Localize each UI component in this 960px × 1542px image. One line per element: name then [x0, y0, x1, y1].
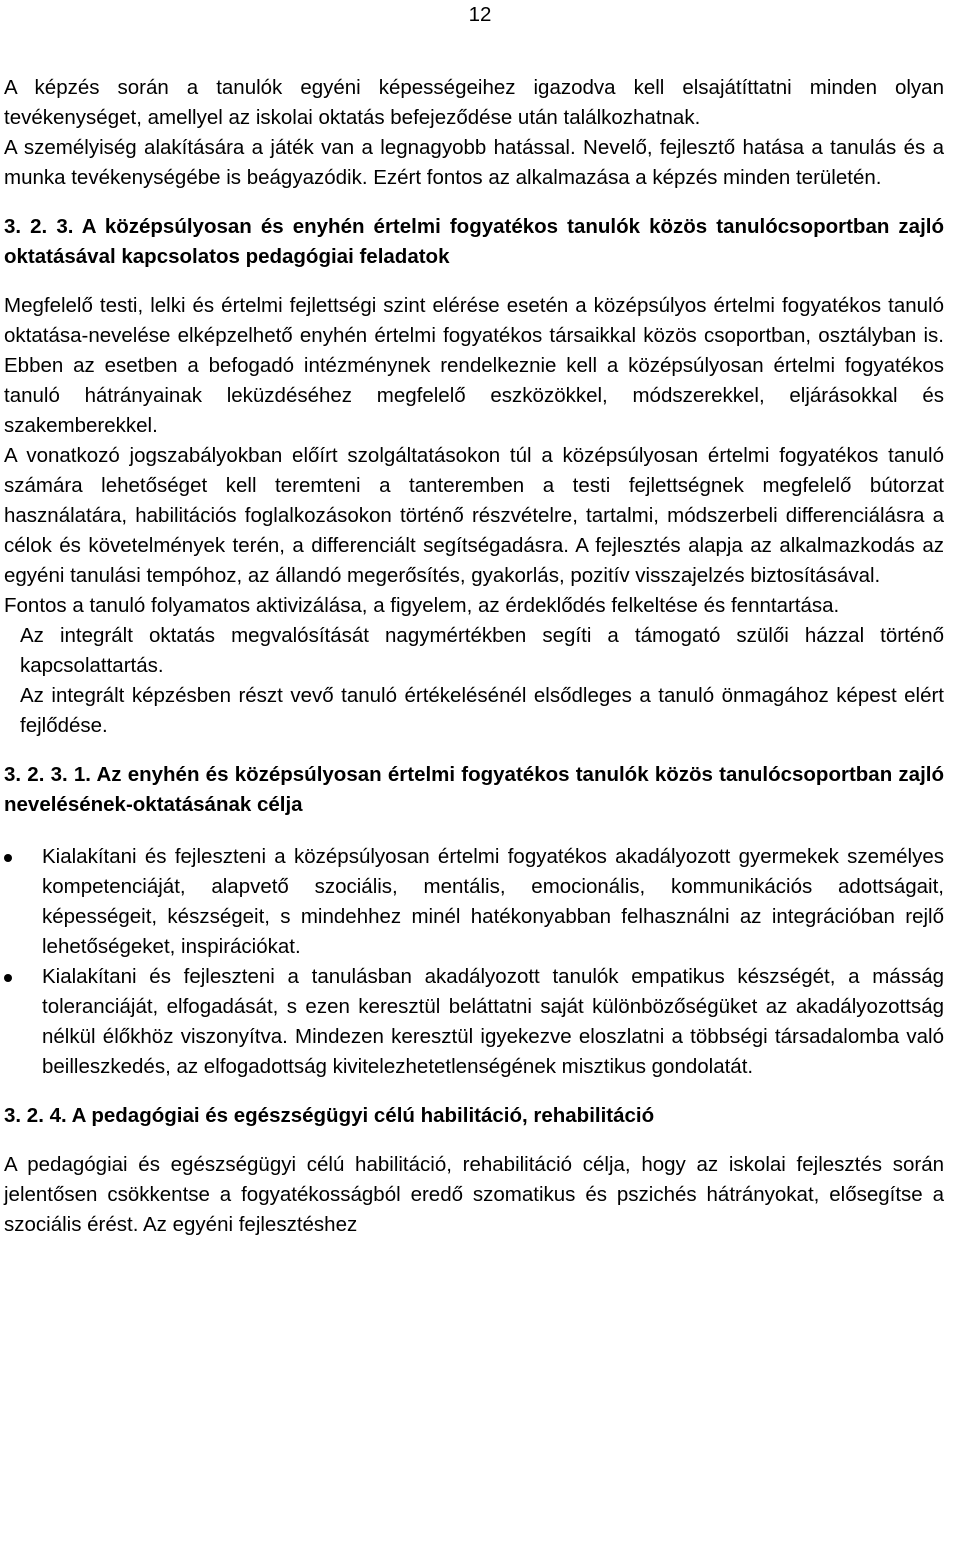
goals-list [4, 842, 944, 1082]
section-324-paragraph-1: A pedagógiai és egészségügyi célú habilitáció, rehabilitáció célja, hogy az iskolai fejlesztés során jelentősen csökkentse a fogyatékosságból eredő szomatikus és pszichés hátrányokat, elősegítse a szociális érést. Az egyéni fejlesztéshez [4, 1153, 944, 1236]
section-323-paragraph-2: A vonatkozó jogszabályokban előírt szolgáltatásokon túl a középsúlyosan értelmi fogyatékos tanuló számára lehetőséget kell teremteni a tanteremben a testi fejlettségnek megfelelő bútorzat használatára, habilitációs foglalkozásokon történő részvételre, tartalmi, módszerbeli differenciálásra a célok és követelmények terén, a differenciált segítségadásra. A fejlesztés alapja az alkalmazkodás az egyéni tanulási tempóhoz, az állandó megerősítés, gyakorlás, pozitív visszajelzés biztosításával. [4, 444, 944, 587]
section-323-heading: 3. 2. 3. A középsúlyosan és enyhén értelmi fogyatékos tanulók közös tanulócsoportban zajló oktatásával kapcsolatos pedagógiai feladatok [4, 215, 944, 268]
list-item-text: Kialakítani és fejleszteni a középsúlyosan értelmi fogyatékos akadályozott gyermekek személyes kompetenciáját, alapvető szociális, mentális, emocionális, kommunikációs adottságait, képességeit, készségeit, s mindehhez minél hatékonyabban felhasználni az integrációban rejlő lehetőségeket, inspirációkat. [42, 845, 944, 958]
list-item [4, 962, 944, 1082]
section-323-paragraph-4: Az integrált oktatás megvalósítását nagymértékben segíti a támogató szülői házzal történő kapcsolattartás. [20, 624, 944, 677]
bullet-icon [4, 854, 12, 862]
section-3231-heading: 3. 2. 3. 1. Az enyhén és középsúlyosan értelmi fogyatékos tanulók közös tanulócsoportban zajló nevelésének-oktatásának célja [4, 763, 944, 816]
section-324-heading: 3. 2. 4. A pedagógiai és egészségügyi célú habilitáció, rehabilitáció [4, 1104, 655, 1127]
section-323-paragraph-1: Megfelelő testi, lelki és értelmi fejlettségi szint elérése esetén a középsúlyos értelmi fogyatékos tanuló oktatása-nevelése elképzelhető enyhén értelmi fogyatékos társaikkal közös csoportban, osztályban is. Ebben az esetben a befogadó intézménynek rendelkeznie kell a középsúlyosan értelmi fogyatékos tanuló hátrányainak leküzdéséhez megfelelő eszközökkel, módszerekkel, eljárásokkal és szakemberekkel. [4, 294, 944, 437]
intro-paragraph-1: A képzés során a tanulók egyéni képességeihez igazodva kell elsajátíttatni minden olyan tevékenységet, amellyel az iskolai oktatás befejeződése után találkozhatnak. [4, 76, 944, 129]
section-323-paragraph-5: Az integrált képzésben részt vevő tanuló értékelésénél elsődleges a tanuló önmagához képest elért fejlődése. [20, 684, 944, 737]
list-item [4, 842, 944, 962]
section-323-paragraph-3: Fontos a tanuló folyamatos aktivizálása, a figyelem, az érdeklődés felkeltése és fenntartása. [4, 594, 840, 617]
document-body [4, 73, 944, 1240]
page-number: 12 [468, 3, 492, 26]
bullet-icon [4, 974, 12, 982]
intro-paragraph-2: A személyiség alakítására a játék van a legnagyobb hatással. Nevelő, fejlesztő hatása a tanulás és a munka tevékenységébe is beágyazódik. Ezért fontos az alkalmazása a képzés minden területén. [4, 136, 944, 189]
list-item-text: Kialakítani és fejleszteni a tanulásban akadályozott tanulók empatikus készségét, a másság toleranciáját, elfogadását, s ezen keresztül beláttatni saját különbözőségüket az akadályozottság nélkül élőkhöz viszonyítva. Mindezen keresztül igyekezve eloszlatni a többségi társadalomba való beilleszkedés, az elfogadottság kivitelezhetetlenségének misztikus gondolatát. [42, 965, 944, 1078]
